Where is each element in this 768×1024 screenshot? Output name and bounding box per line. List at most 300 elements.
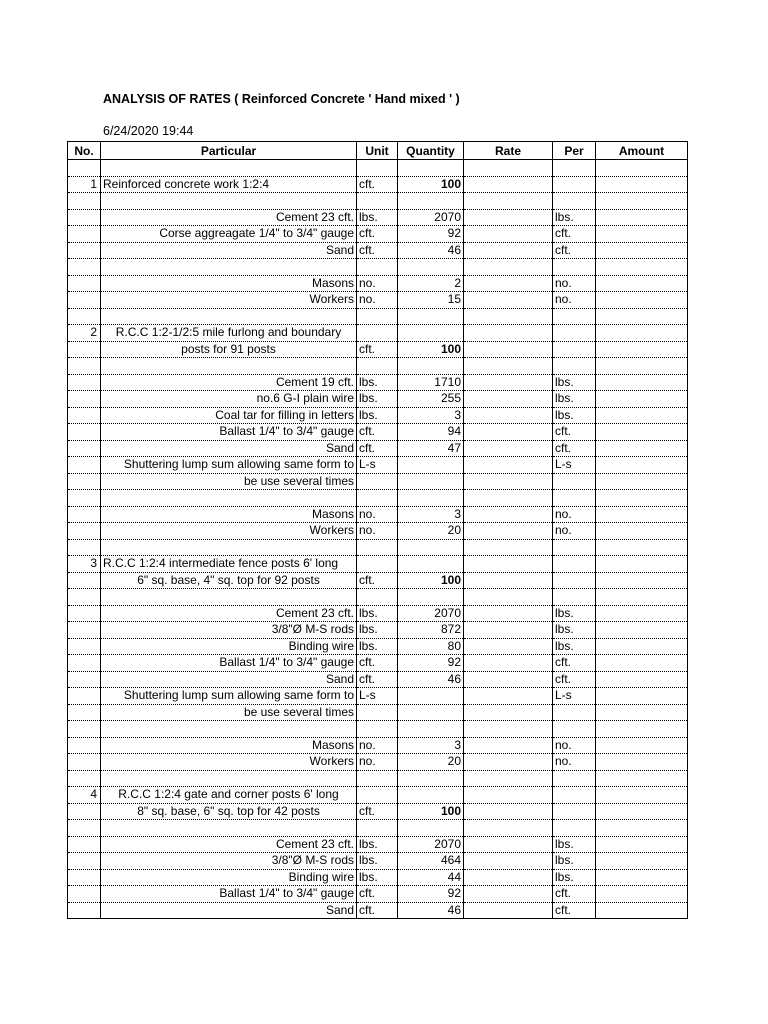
header-unit: Unit (357, 142, 398, 160)
cell-unit: lbs. (357, 391, 398, 408)
cell-no: 3 (68, 556, 101, 573)
cell-no (68, 440, 101, 457)
cell-per: lbs. (553, 869, 596, 886)
cell-amount (596, 704, 688, 721)
cell-unit: cft. (357, 886, 398, 903)
cell-per (553, 704, 596, 721)
cell-quantity: 47 (398, 440, 464, 457)
table-row (68, 391, 688, 408)
cell-per: cft. (553, 226, 596, 243)
cell-per (553, 721, 596, 738)
table-row (68, 671, 688, 688)
table-row (68, 242, 688, 259)
cell-particular: Sand (101, 671, 357, 688)
cell-quantity: 2070 (398, 209, 464, 226)
cell-unit (357, 556, 398, 573)
cell-quantity: 100 (398, 341, 464, 358)
cell-particular (101, 193, 357, 210)
table-row (68, 193, 688, 210)
cell-no (68, 902, 101, 919)
cell-amount (596, 457, 688, 474)
cell-unit: lbs. (357, 209, 398, 226)
cell-unit: lbs. (357, 836, 398, 853)
cell-particular: R.C.C 1:2-1/2:5 mile furlong and boundary (101, 325, 357, 342)
cell-rate (464, 308, 553, 325)
header-row (68, 142, 688, 160)
cell-amount (596, 787, 688, 804)
table-row (68, 374, 688, 391)
cell-rate (464, 754, 553, 771)
cell-rate (464, 803, 553, 820)
cell-particular: Masons (101, 275, 357, 292)
cell-quantity: 44 (398, 869, 464, 886)
cell-amount (596, 853, 688, 870)
cell-unit: cft. (357, 655, 398, 672)
cell-quantity: 92 (398, 226, 464, 243)
header-particular: Particular (101, 142, 357, 160)
rates-table (67, 141, 688, 919)
table-row (68, 259, 688, 276)
cell-per: lbs. (553, 622, 596, 639)
cell-per: cft. (553, 902, 596, 919)
cell-unit: lbs. (357, 605, 398, 622)
cell-quantity: 100 (398, 803, 464, 820)
cell-unit (357, 358, 398, 375)
cell-unit (357, 259, 398, 276)
table-row (68, 688, 688, 705)
cell-amount (596, 341, 688, 358)
cell-quantity (398, 358, 464, 375)
cell-rate (464, 275, 553, 292)
cell-per (553, 259, 596, 276)
cell-particular: 6" sq. base, 4" sq. top for 92 posts (101, 572, 357, 589)
cell-amount (596, 440, 688, 457)
cell-no (68, 490, 101, 507)
cell-amount (596, 589, 688, 606)
table-row (68, 721, 688, 738)
cell-particular: Shuttering lump sum allowing same form to (101, 688, 357, 705)
cell-amount (596, 275, 688, 292)
cell-amount (596, 721, 688, 738)
cell-per: cft. (553, 424, 596, 441)
cell-per: lbs. (553, 374, 596, 391)
cell-rate (464, 622, 553, 639)
cell-quantity (398, 457, 464, 474)
cell-per: lbs. (553, 407, 596, 424)
cell-amount (596, 259, 688, 276)
cell-rate (464, 424, 553, 441)
cell-no (68, 374, 101, 391)
cell-per (553, 770, 596, 787)
table-row (68, 440, 688, 457)
cell-quantity (398, 589, 464, 606)
cell-rate (464, 721, 553, 738)
table-row (68, 358, 688, 375)
header-rate: Rate (464, 142, 553, 160)
cell-no (68, 853, 101, 870)
cell-particular: Shuttering lump sum allowing same form to (101, 457, 357, 474)
cell-unit: no. (357, 754, 398, 771)
cell-rate (464, 671, 553, 688)
cell-quantity: 464 (398, 853, 464, 870)
cell-no (68, 605, 101, 622)
cell-no (68, 160, 101, 177)
cell-particular: Ballast 1/4" to 3/4" gauge (101, 655, 357, 672)
cell-amount (596, 407, 688, 424)
cell-unit: lbs. (357, 374, 398, 391)
cell-rate (464, 886, 553, 903)
cell-amount (596, 160, 688, 177)
cell-amount (596, 209, 688, 226)
table-row (68, 655, 688, 672)
table-row (68, 589, 688, 606)
cell-unit: cft. (357, 671, 398, 688)
cell-unit: cft. (357, 242, 398, 259)
cell-per: no. (553, 292, 596, 309)
cell-amount (596, 770, 688, 787)
cell-quantity: 100 (398, 572, 464, 589)
cell-per (553, 803, 596, 820)
cell-unit: cft. (357, 440, 398, 457)
cell-rate (464, 638, 553, 655)
cell-per: cft. (553, 242, 596, 259)
cell-unit (357, 325, 398, 342)
cell-quantity (398, 193, 464, 210)
cell-particular: Cement 23 cft. (101, 209, 357, 226)
cell-rate (464, 292, 553, 309)
cell-unit: cft. (357, 572, 398, 589)
cell-quantity: 92 (398, 886, 464, 903)
table-row (68, 853, 688, 870)
cell-quantity (398, 688, 464, 705)
table-row (68, 886, 688, 903)
cell-no (68, 886, 101, 903)
cell-particular: R.C.C 1:2:4 gate and corner posts 6' long (101, 787, 357, 804)
cell-no: 1 (68, 176, 101, 193)
cell-rate (464, 506, 553, 523)
cell-per (553, 358, 596, 375)
timestamp: 6/24/2020 19:44 (103, 124, 194, 138)
cell-amount (596, 655, 688, 672)
table-row (68, 556, 688, 573)
cell-unit (357, 308, 398, 325)
cell-unit: no. (357, 506, 398, 523)
cell-particular: Workers (101, 523, 357, 540)
cell-rate (464, 770, 553, 787)
cell-amount (596, 622, 688, 639)
cell-no (68, 589, 101, 606)
cell-rate (464, 902, 553, 919)
cell-per: no. (553, 523, 596, 540)
table-row (68, 770, 688, 787)
cell-amount (596, 242, 688, 259)
cell-no (68, 193, 101, 210)
cell-per: cft. (553, 440, 596, 457)
cell-amount (596, 638, 688, 655)
cell-rate (464, 688, 553, 705)
cell-per: lbs. (553, 209, 596, 226)
cell-unit: cft. (357, 902, 398, 919)
cell-particular (101, 770, 357, 787)
table-row (68, 341, 688, 358)
cell-quantity (398, 704, 464, 721)
cell-rate (464, 358, 553, 375)
header-no: No. (68, 142, 101, 160)
table-row (68, 506, 688, 523)
cell-unit: cft. (357, 176, 398, 193)
cell-unit (357, 704, 398, 721)
cell-quantity: 80 (398, 638, 464, 655)
table-row (68, 308, 688, 325)
header-per: Per (553, 142, 596, 160)
cell-rate (464, 539, 553, 556)
cell-no (68, 622, 101, 639)
table-row (68, 160, 688, 177)
cell-per (553, 490, 596, 507)
cell-no (68, 737, 101, 754)
cell-particular: Workers (101, 754, 357, 771)
cell-amount (596, 737, 688, 754)
cell-no (68, 754, 101, 771)
cell-per: no. (553, 737, 596, 754)
cell-per (553, 820, 596, 837)
cell-quantity (398, 490, 464, 507)
cell-amount (596, 391, 688, 408)
cell-particular: posts for 91 posts (101, 341, 357, 358)
cell-per: lbs. (553, 605, 596, 622)
cell-rate (464, 572, 553, 589)
cell-particular (101, 820, 357, 837)
header-quantity: Quantity (398, 142, 464, 160)
cell-particular: Binding wire (101, 638, 357, 655)
cell-unit (357, 820, 398, 837)
cell-particular: be use several times (101, 704, 357, 721)
table-row (68, 176, 688, 193)
cell-no (68, 721, 101, 738)
cell-rate (464, 787, 553, 804)
cell-rate (464, 473, 553, 490)
cell-amount (596, 754, 688, 771)
cell-unit (357, 787, 398, 804)
cell-quantity (398, 770, 464, 787)
cell-quantity (398, 539, 464, 556)
cell-amount (596, 803, 688, 820)
cell-quantity (398, 308, 464, 325)
cell-particular: Sand (101, 902, 357, 919)
cell-per (553, 176, 596, 193)
cell-particular (101, 490, 357, 507)
cell-particular: 3/8"Ø M-S rods (101, 622, 357, 639)
table-row (68, 820, 688, 837)
cell-rate (464, 440, 553, 457)
cell-rate (464, 242, 553, 259)
cell-unit: cft. (357, 424, 398, 441)
cell-per (553, 556, 596, 573)
cell-rate (464, 836, 553, 853)
cell-amount (596, 424, 688, 441)
cell-particular: be use several times (101, 473, 357, 490)
table-row (68, 424, 688, 441)
cell-amount (596, 308, 688, 325)
cell-per (553, 308, 596, 325)
table-row (68, 803, 688, 820)
cell-amount (596, 556, 688, 573)
cell-rate (464, 523, 553, 540)
table-row (68, 226, 688, 243)
cell-quantity: 46 (398, 671, 464, 688)
cell-quantity: 20 (398, 523, 464, 540)
cell-quantity (398, 721, 464, 738)
cell-amount (596, 820, 688, 837)
cell-unit (357, 160, 398, 177)
cell-particular (101, 259, 357, 276)
table-row (68, 704, 688, 721)
cell-quantity (398, 473, 464, 490)
table-row (68, 539, 688, 556)
cell-amount (596, 176, 688, 193)
table-row (68, 275, 688, 292)
cell-unit: lbs. (357, 869, 398, 886)
cell-quantity: 1710 (398, 374, 464, 391)
cell-rate (464, 374, 553, 391)
cell-particular (101, 358, 357, 375)
cell-per (553, 325, 596, 342)
cell-per: L-s (553, 688, 596, 705)
cell-no (68, 473, 101, 490)
table-row (68, 523, 688, 540)
cell-particular: Workers (101, 292, 357, 309)
cell-particular (101, 160, 357, 177)
cell-no (68, 523, 101, 540)
cell-rate (464, 556, 553, 573)
cell-unit (357, 473, 398, 490)
cell-amount (596, 226, 688, 243)
cell-no (68, 770, 101, 787)
cell-per: cft. (553, 655, 596, 672)
cell-per: no. (553, 506, 596, 523)
table-row (68, 457, 688, 474)
cell-amount (596, 292, 688, 309)
cell-particular: 8" sq. base, 6" sq. top for 42 posts (101, 803, 357, 820)
cell-per: lbs. (553, 836, 596, 853)
cell-rate (464, 737, 553, 754)
cell-no (68, 803, 101, 820)
table-row (68, 737, 688, 754)
cell-no (68, 308, 101, 325)
cell-per (553, 787, 596, 804)
cell-quantity (398, 787, 464, 804)
cell-no (68, 638, 101, 655)
cell-no (68, 259, 101, 276)
cell-quantity (398, 160, 464, 177)
cell-amount (596, 671, 688, 688)
cell-unit: no. (357, 737, 398, 754)
cell-particular: Cement 23 cft. (101, 605, 357, 622)
cell-no (68, 275, 101, 292)
cell-unit: no. (357, 292, 398, 309)
cell-particular: Sand (101, 440, 357, 457)
cell-unit: L-s (357, 457, 398, 474)
table-row (68, 787, 688, 804)
cell-per (553, 473, 596, 490)
cell-rate (464, 160, 553, 177)
cell-unit: no. (357, 275, 398, 292)
cell-particular: Ballast 1/4" to 3/4" gauge (101, 424, 357, 441)
cell-rate (464, 407, 553, 424)
cell-amount (596, 193, 688, 210)
cell-amount (596, 836, 688, 853)
cell-quantity: 2 (398, 275, 464, 292)
cell-per (553, 193, 596, 210)
cell-per: cft. (553, 671, 596, 688)
cell-particular: Coal tar for filling in letters (101, 407, 357, 424)
cell-quantity: 20 (398, 754, 464, 771)
cell-no: 2 (68, 325, 101, 342)
cell-quantity: 3 (398, 506, 464, 523)
cell-rate (464, 820, 553, 837)
cell-particular: Masons (101, 506, 357, 523)
cell-particular: Binding wire (101, 869, 357, 886)
cell-no (68, 539, 101, 556)
cell-per: cft. (553, 886, 596, 903)
cell-quantity (398, 556, 464, 573)
cell-particular: no.6 G-I plain wire (101, 391, 357, 408)
cell-no (68, 242, 101, 259)
table-body (68, 160, 688, 919)
cell-no (68, 292, 101, 309)
cell-amount (596, 902, 688, 919)
cell-particular: Cement 19 cft. (101, 374, 357, 391)
cell-no (68, 671, 101, 688)
cell-unit: cft. (357, 341, 398, 358)
cell-no (68, 341, 101, 358)
cell-amount (596, 506, 688, 523)
cell-particular: Reinforced concrete work 1:2:4 (101, 176, 357, 193)
cell-per (553, 539, 596, 556)
table-row (68, 902, 688, 919)
cell-per: no. (553, 754, 596, 771)
cell-quantity: 2070 (398, 836, 464, 853)
cell-amount (596, 490, 688, 507)
cell-per: lbs. (553, 853, 596, 870)
cell-unit: lbs. (357, 622, 398, 639)
cell-unit: lbs. (357, 638, 398, 655)
cell-amount (596, 523, 688, 540)
cell-particular (101, 721, 357, 738)
cell-no (68, 704, 101, 721)
cell-unit (357, 539, 398, 556)
cell-amount (596, 886, 688, 903)
cell-quantity (398, 259, 464, 276)
cell-unit (357, 589, 398, 606)
cell-quantity: 3 (398, 737, 464, 754)
cell-no (68, 572, 101, 589)
table-row (68, 209, 688, 226)
cell-quantity: 15 (398, 292, 464, 309)
cell-per (553, 572, 596, 589)
cell-rate (464, 589, 553, 606)
cell-quantity: 100 (398, 176, 464, 193)
cell-no (68, 869, 101, 886)
table-row (68, 407, 688, 424)
cell-unit: cft. (357, 226, 398, 243)
table-row (68, 622, 688, 639)
cell-rate (464, 605, 553, 622)
cell-particular: Cement 23 cft. (101, 836, 357, 853)
table-row (68, 490, 688, 507)
cell-no (68, 424, 101, 441)
cell-rate (464, 209, 553, 226)
